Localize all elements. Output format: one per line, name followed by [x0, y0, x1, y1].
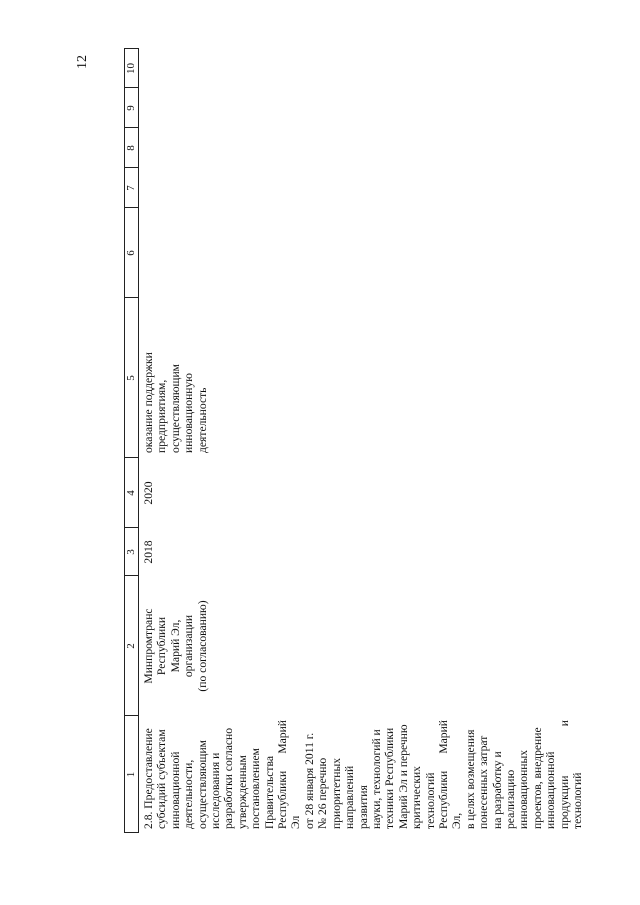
- column-header-8: 8: [125, 145, 137, 151]
- column-header-7: 7: [125, 185, 137, 191]
- column-header-3: 3: [125, 549, 137, 555]
- column-header-10: 10: [125, 63, 137, 74]
- page-number: 12: [75, 55, 90, 69]
- column-header-4: 4: [125, 490, 137, 496]
- column-header-1: 1: [125, 771, 137, 778]
- column-header-2: 2: [125, 643, 137, 649]
- column-header-5: 5: [125, 375, 137, 381]
- cell-start-year: 2018: [142, 540, 155, 564]
- cell-expected-result: оказание поддержки предприятиям, осуществляющим инновационную деятельность: [142, 352, 209, 453]
- table-header-border: [138, 48, 139, 833]
- cell-end-year: 2020: [142, 481, 155, 505]
- column-header-9: 9: [125, 105, 137, 111]
- cell-measure-description: 2.8. Предоставление субсидий субъектам инновационной деятельности, осуществляющим исследования и разработки согласно утвержденным постановлением Правительства Республики Марий Эл от 28 января 2011 г. № 26 перечню приоритетных направлений развития науки, технологий и техники Республики Марий Эл и перечню критических технологий Республики Марий Эл, в целях возмещения понесенных затрат на разработку и реализацию инновационных проектов, внедрение инновационной продукции и технологий: [142, 720, 584, 829]
- cell-responsible-executor: Минпромтранс Республики Марий Эл, организации (по согласованию): [142, 600, 209, 692]
- column-header-6: 6: [125, 250, 137, 256]
